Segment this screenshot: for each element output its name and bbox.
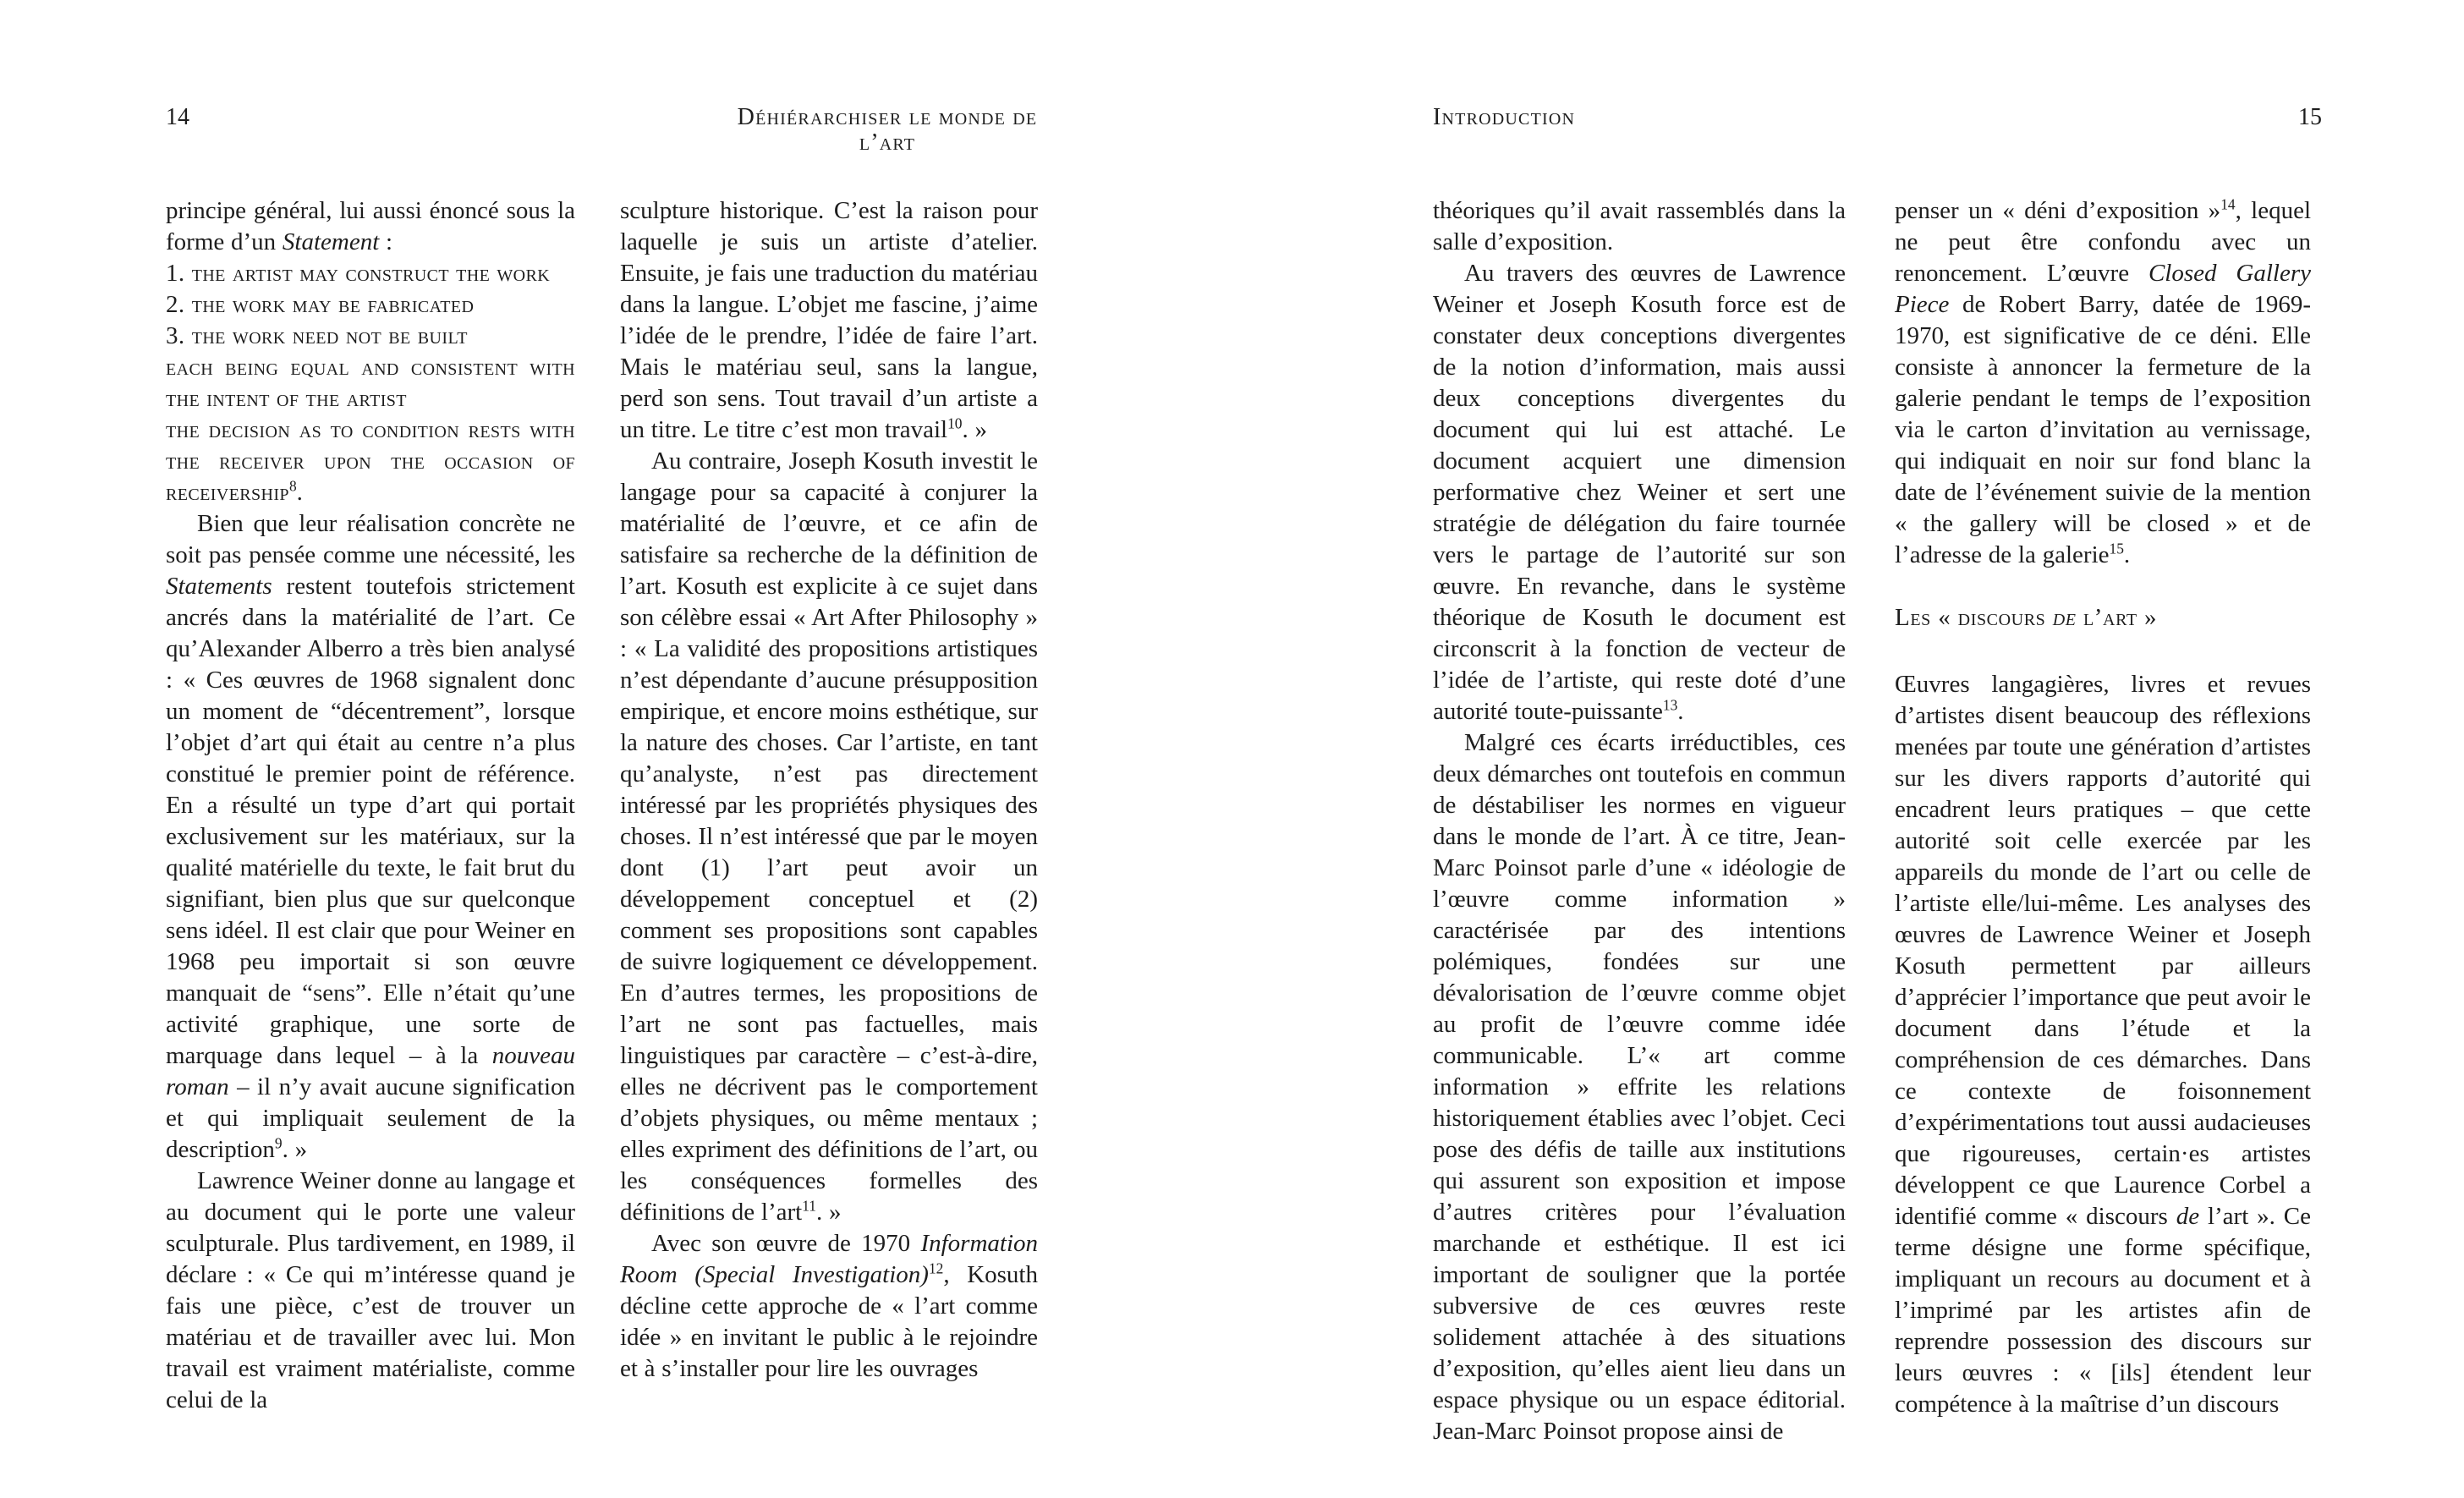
- text-run: . »: [815, 1199, 842, 1226]
- text-run: Avec son œuvre de 1970: [651, 1230, 921, 1257]
- text-run: Les « discours: [1895, 604, 2053, 631]
- page-number-left: 14: [166, 104, 189, 130]
- text-run: restent toutefois strictement ancrés dans la matérialité de l’art. Ce qu’Alexander Alberro a très bien analysé : « Ces œuvres de 1968 signalent donc un moment de “décentrement”, lorsque l’objet d’art qui était au centre n’a plus constitué le premier point de référence. En a résulté un type d’art qui portait exclusivement sur les matériaux, sur la qualité matérielle du texte, le fait brut du signifiant, bien plus que sur quelconque sens idéel. Il est clair que pour Weiner en 1968 peu importait si son œuvre manquait de “sens”. Elle n’était qu’une activité graphique, une sorte de marquage dans lequel – à la: [166, 573, 575, 1069]
- text-run: .: [1677, 698, 1684, 725]
- text-run: Malgré ces écarts irréductibles, ces deux démarches ont toutefois en commun de déstabiliser les normes en vigueur dans le monde de l’art. À ce titre, Jean-Marc Poinsot parle d’une « idéologie de l’œuvre comme information » caractérisée par des intentions polémiques, fondées sur une dévalorisation de l’œuvre comme objet au profit de l’œuvre comme idée communicable. L’« art comme information » effrite les relations historiquement établies avec l’objet. Ceci pose des défis de taille aux institutions qui assurent son exposition et impose d’autres critères pour l’évaluation marchande et esthétique. Il est ici important de souligner que la portée subversive de ces œuvres reste solidement attachée à des situations d’exposition, qu’elles aient lieu dans un espace physique ou un espace éditorial. Jean-Marc Poinsot propose ainsi de: [1433, 729, 1846, 1445]
- text-run: penser un « déni d’exposition »: [1895, 197, 2221, 224]
- text-run: .: [296, 479, 304, 506]
- text-run: Au contraire, Joseph Kosuth investit le langage pour sa capacité à conjurer la matérialité de l’œuvre, et ce afin de satisfaire sa recherche de la définition de l’art. Kosuth est explicite à ce sujet dans son célèbre essai « Art After Philosophy » : « La validité des propositions artistiques n’est dépendante d’aucune présupposition empirique, et encore moins esthétique, sur la nature des choses. Car l’artiste, en tant qu’analyste, n’est pas directement intéressé par les propriétés physiques des choses. Il n’est intéressé que par le moyen dont (1) l’art peut avoir un développement conceptuel et (2) comment ses propositions sont capables de suivre logiquement ce développement. En d’autres termes, les propositions de l’art ne sont pas factuelles, mais linguistiques par caractère – c’est-à-dire, elles ne décrivent pas le comportement d’objets physiques, ou même mentaux ; elles expriment des définitions de l’art, ou les conséquences formelles des définitions de l’art: [620, 447, 1038, 1226]
- footnote-reference: 13: [1662, 696, 1678, 714]
- paragraph: [620, 1228, 1038, 1385]
- text-run: Lawrence Weiner donne au langage et au document qui le porte une valeur sculpturale. Plus tardivement, en 1989, il déclare : « Ce qui m’intéresse quand je fais une pièce, c’est de trouver un matériau et de travailler avec lui. Mon travail est vraiment matérialiste, comme celui de la: [166, 1167, 575, 1413]
- text-run: sculpture historique. C’est la raison pour laquelle je suis un artiste d’atelier. Ensuite, je fais une traduction du matériau dans la langue. L’objet me fascine, j’aime l’idée de le prendre, l’idée de faire l’art. Mais le matériau seul, sans la langue, perd son sens. Tout travail d’un artiste a un titre. Le titre c’est mon travail: [620, 197, 1038, 443]
- footnote-reference: 11: [802, 1197, 816, 1215]
- text-run: the decision as to condition rests with the receiver upon the occasion of receivership: [166, 416, 575, 506]
- text-run: – il n’y avait aucune signification et qui impliquait seulement de la description: [166, 1073, 575, 1163]
- text-run: principe général, lui aussi énoncé sous la forme d’un: [166, 197, 575, 255]
- text-run: Œuvres langagières, livres et revues d’artistes disent beaucoup des réflexions menées par toute une génération d’artistes sur les divers rapports d’autorité qui encadrent leurs pratiques – que cette autorité soit celle exercée par les appareils du monde de l’art ou celle de l’artiste elle/lui-même. Les analyses des œuvres de Lawrence Weiner et Joseph Kosuth permettent par ailleurs d’apprécier l’importance que peut avoir le document dans l’étude et la compréhension de ces démarches. Dans ce contexte de foisonnement d’expérimentations tout aussi audacieuses que rigoureuses, certain·es artistes développent ce que Laurence Corbel a identifié comme « discours: [1895, 671, 2311, 1230]
- paragraph: [620, 195, 1038, 446]
- text-run: , Kosuth décline cette approche de « l’art comme idée » en invitant le public à le rejoindre et à s’installer pour lire les ouvrages: [620, 1261, 1038, 1382]
- running-head-right: Introduction: [1433, 104, 1576, 130]
- footnote-reference: 14: [2220, 195, 2236, 213]
- paragraph: [1895, 195, 2311, 571]
- text-column-1: [166, 195, 575, 1416]
- text-run: Closed Gallery Piece: [1895, 260, 2311, 318]
- statement-line: [166, 321, 575, 352]
- paragraph: [1433, 727, 1846, 1447]
- paragraph: [620, 446, 1038, 1228]
- text-run: :: [379, 228, 393, 255]
- text-run: 3. the work need not be built: [166, 322, 468, 349]
- statement-line: [166, 289, 575, 321]
- text-run: . »: [962, 416, 987, 443]
- paragraph: [166, 508, 575, 1166]
- text-column-3: [1433, 195, 1846, 1447]
- text-run: l’art ». Ce terme désigne une forme spécifique, impliquant un recours au document et à l’imprimé par les artistes afin de reprendre possession des discours sur leurs œuvres : « [ils] étendent leur compétence à la maîtrise d’un discours: [1895, 1203, 2312, 1418]
- paragraph: [166, 195, 575, 258]
- paragraph: [1895, 669, 2311, 1420]
- text-run: 2. the work may be fabricated: [166, 291, 475, 318]
- text-run: l’art »: [2076, 604, 2158, 631]
- page-number-right: 15: [2298, 104, 2322, 130]
- text-run: , lequel ne peut être confondu avec un renoncement. L’œuvre: [1895, 197, 2312, 287]
- text-run: de Robert Barry, datée de 1969-1970, est significative de ce déni. Elle consiste à annoncer la fermeture de la galerie pendant le temps de l’exposition via le carton d’invitation au vernissage, qui indiquait en noir sur fond blanc la date de l’événement suivie de la mention « the gallery will be closed » et de l’adresse de la galerie: [1895, 291, 2311, 568]
- paragraph: [1433, 195, 1846, 258]
- statement-line: [166, 414, 575, 508]
- text-run: de: [2176, 1203, 2200, 1230]
- footnote-reference: 9: [274, 1134, 283, 1152]
- text-run: Bien que leur réalisation concrète ne soit pas pensée comme une nécessité, les: [166, 510, 575, 568]
- text-run: nouveau roman: [166, 1042, 575, 1100]
- text-run: théoriques qu’il avait rassemblés dans la salle d’exposition.: [1433, 197, 1846, 255]
- text-run: .: [2123, 541, 2131, 568]
- footnote-reference: 8: [288, 477, 297, 495]
- text-column-2: [620, 195, 1038, 1385]
- footnote-reference: 10: [947, 414, 963, 432]
- text-run: Information Room (Special Investigation): [620, 1230, 1038, 1288]
- text-run: Statements: [166, 573, 272, 600]
- statement-line: [166, 352, 575, 414]
- text-run: Statement: [282, 228, 380, 255]
- running-head-left: Déhiérarchiser le monde de l’art: [737, 104, 1038, 156]
- footnote-reference: 12: [928, 1259, 944, 1277]
- text-column-4: [1895, 195, 2311, 1420]
- text-run: each being equal and consistent with the intent of the artist: [166, 354, 575, 412]
- text-run: de: [2052, 604, 2077, 631]
- section-heading: [1895, 602, 2311, 634]
- text-run: . »: [282, 1136, 308, 1163]
- paragraph: [1433, 258, 1846, 727]
- statement-line: [166, 258, 575, 289]
- text-run: Au travers des œuvres de Lawrence Weiner et Joseph Kosuth force est de constater deux conceptions divergentes de la notion d’information, mais aussi deux conceptions divergentes du document qui lui est attaché. Le document acquiert une dimension performative chez Weiner et sert une stratégie de délégation du faire tournée vers le partage de l’autorité sur son œuvre. En revanche, dans le système théorique de Kosuth le document est circonscrit à la fonction de vecteur de l’idée de l’artiste, qui reste doté d’une autorité toute-puissante: [1433, 260, 1846, 725]
- text-run: 1. the artist may construct the work: [166, 260, 551, 287]
- footnote-reference: 15: [2109, 540, 2124, 557]
- paragraph: [166, 1166, 575, 1416]
